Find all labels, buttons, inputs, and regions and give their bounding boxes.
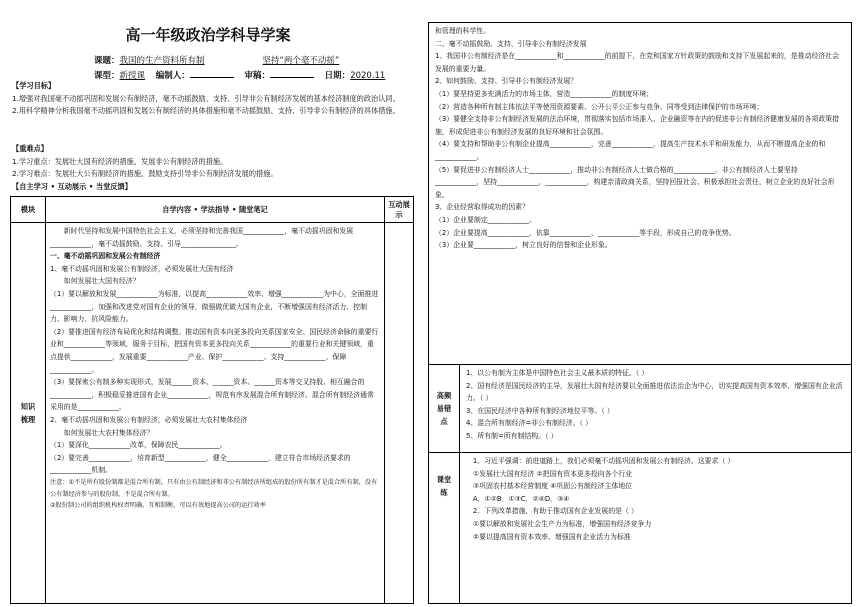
type-label: 课型： [94, 71, 120, 81]
content-line: （1）要坚持更多充满活力的市场主体，营造____________的制度环境； [435, 89, 653, 98]
keypoint-item: 1.学习重点：发展壮大国有经济的措施，发展非公有制经济的措施。 [12, 156, 228, 166]
content-line: 如何发展壮大农村集体经济？ [63, 428, 154, 437]
practice-item: 1、习近平强调：前进道路上，我们必须毫不动摇巩固和发展公有制经济。这要求（ ） [472, 457, 735, 465]
errors-label: 高频易错点 [429, 365, 460, 453]
error-item: 1、以公有制为主体是中国特色社会主义最本质的特征。（ ） [466, 369, 649, 377]
content-line: （2）营造各种所有制主体依法平等使用资源要素、公开公平公正参与竞争、同等受到法律保护的市场环境； [435, 102, 764, 111]
content-line: 1、毫不动摇巩固和发展公有制经济，必须发展壮大国有经济 [50, 264, 234, 273]
content-line: （2）要推进国有经济布局优化和结构调整。推动国有资本向更多投向关系国家安全、国民经济命脉的重要行业和____________等领域，服务于目标，把国有资本更多投向关系____________的重要行业和关键领域，重点提供____________，发展重要____________产业、保护____________、支持____________、保障____________。 [50, 327, 379, 374]
date-value: 2020.11 [350, 71, 386, 81]
practice-item: ①发展壮大国有经济 ②把国有资本更多投向各个行业 [472, 469, 633, 478]
goal-item: 2.用科学精神分析我国毫不动摇巩固和发展公有制经济的具体措施和毫不动摇鼓励、支持、引导非公有制经济的具体措施。 [12, 106, 400, 115]
right-table [428, 22, 852, 604]
note-line: ②股份制公司的组织机构权责明确、互相制衡，可以有效地提高公司的运行效率 [50, 502, 266, 510]
section-heading: 二、毫不动摇鼓励、支持、引导非公有制经济发展 [435, 39, 587, 48]
practice-item: 2、下列改革措施，有助于推动国有企业发展的是（ ） [472, 507, 638, 516]
type-value: 新授课 [119, 71, 146, 81]
topic-value: 我国的生产资料所有制 [119, 56, 205, 66]
errors-cell [460, 365, 852, 453]
content-line: （3）企业要____________，树立良好的信誉和企业形象。 [435, 241, 612, 250]
practice-cell [460, 453, 852, 604]
practice-item: A．①②B．①③C．②④D．③④ [472, 494, 570, 503]
date-label: 日期： [324, 71, 351, 81]
practice-label: 课堂练 [429, 453, 460, 604]
selfstudy-heading: 【自主学习 • 互动展示 • 当堂反馈】 [12, 181, 132, 191]
practice-item: ①要以解放和发展社会生产力为标准，增强国有经济竞争力 [472, 519, 652, 528]
col-content: 自学内容 • 学法指导 • 随堂笔记 [46, 197, 385, 223]
error-item: 3、在国民经济中各种所有制经济地位平等。（ ） [466, 406, 614, 415]
content-line: （3）要探索公有制多种实现形式，发展______资本、______资本、______资本等交叉持股、相互融合的____________，积极稳妥推进国有企业____________，规范有序发展混合所有制经济。混合所有制经济通常采用的是____________。 [50, 378, 374, 412]
content-line: 1、我国非公有制经济是在____________和____________的前提下，在党和国家方针政策的鼓励和支持下发展起来的，是推动经济社会发展的重要力量。 [435, 52, 840, 73]
practice-list [466, 455, 845, 543]
topic-sub: 坚持“两个毫不动摇” [262, 56, 340, 66]
col-display: 互动展示 [385, 197, 414, 223]
practice-item: ②要以提高国有资本效率、增强国有企业活力为标准 [472, 532, 631, 541]
keypoints-section [12, 143, 408, 193]
right-top-text [435, 25, 845, 252]
content-line: 2、如何鼓励、支持、引导非公有制经济发展？ [435, 77, 578, 86]
content-line: 和管理的科学性。 [435, 27, 491, 35]
goals-heading: 【学习目标】 [12, 81, 56, 90]
right-column [424, 0, 856, 607]
intro-line: 新时代坚持和发展中国特色社会主义，必须坚持和完善我国____________，毫不动摇巩固和发展____________，毫不动摇鼓励、支持、引导________________。 [50, 227, 354, 248]
content-cell [46, 223, 385, 604]
selfstudy-table [10, 196, 414, 604]
error-item: 5、所有制=所有制结构。（ ） [466, 431, 558, 440]
topic-line [94, 54, 339, 66]
goals-section [12, 80, 408, 118]
content-line: （1）要深化____________改革，保障农民____________。 [50, 441, 227, 450]
display-cell [385, 223, 414, 604]
error-item: 2、国有经济是国民经济的主导，发展壮大国有经济要以全面推进依法治企为中心，切实提高国有资本效率、增强国有企业活力。（ ） [466, 381, 843, 403]
content-line: 2、毫不动摇巩固和发展公有制经济，必须发展壮大农村集体经济 [50, 415, 248, 424]
note-line: 注意：①不是所有股份制都是混合所有制，只有由公有制经济和非公有制经济所组成的股份所有制才是混合所有制，没有公有制经济参与的股份制，不是混合所有制。 [50, 478, 378, 498]
right-top-cell [429, 23, 852, 365]
keypoints-heading: 【重难点】 [12, 144, 48, 153]
errors-list [466, 367, 845, 443]
content-line: （5）要促进非公有制经济人士____________，推动非公有制经济人士做合格的____________。非公有制经济人士要坚持____________，坚持____________，____________，构建亲清政商关系，坚持回报社会、积极承担社会责任，树立企业的良好社会形象。 [435, 165, 835, 199]
error-item: 4、混合所有制经济=非公有制经济。（ ） [466, 419, 593, 428]
left-column [4, 0, 412, 607]
content-line: （2）企业要提高____________，依靠____________、____________等手段，形成自己的竞争优势。 [435, 228, 736, 237]
section-heading: 一、毫不动摇巩固和发展公有制经济 [50, 252, 161, 261]
editor-label: 编制人： [155, 71, 190, 81]
module-label: 知识梳理 [11, 223, 46, 604]
content-line: 3、企业经营取得成功的因素？ [435, 203, 529, 212]
editor-blank [190, 68, 234, 78]
content-line: （2）要完善____________，培育新型____________，健全____________，建立符合市场经济要求的____________机制。 [50, 453, 351, 475]
page-title: 高一年级政治学科导学案 [125, 26, 291, 44]
reviewer-blank [270, 68, 314, 78]
practice-item: ③巩固农村基本经营制度 ④巩固公有制经济主体地位 [472, 482, 633, 491]
content-line: （4）要支持和帮助非公有制企业提高____________，完善____________，提高生产技术水平和研发能力，从而不断提高企业的和____________。 [435, 140, 826, 161]
keypoint-item: 2.学习难点：发展壮大公有制经济的措施，鼓励支持引导非公有制经济发展的措施。 [12, 169, 278, 178]
content-line: （1）企业要制定____________。 [435, 215, 536, 224]
reviewer-label: 审稿： [244, 71, 270, 81]
goal-item: 1.增强对我国毫不动摇巩固和发展公有制经济，毫不动摇鼓励、支持、引导非公有制经济发展的基本经济制度的政治认同。 [12, 93, 400, 103]
content-line: （1）要以解放和发展____________为标准，以提高____________效率、增强____________为中心，全面推进____________，加强和改进党对国有企业的领导，做强做优做大国有企业，不断增强国有经济活力、控制力、影响力、抗风险能力。 [50, 289, 379, 324]
content-line: （3）要健全支持非公有制经济发展的法治环境，贯彻落实包括市场准入、企业融资等在内的促进非公有制经济健康发展的各项政策措施，形成促进非公有制经济发展的良好环境和社会氛围。 [435, 115, 840, 136]
col-module: 模块 [11, 197, 46, 223]
content-text [50, 225, 380, 512]
topic-label: 课题： [94, 56, 120, 66]
content-line: 如何发展壮大国有经济？ [63, 277, 140, 286]
